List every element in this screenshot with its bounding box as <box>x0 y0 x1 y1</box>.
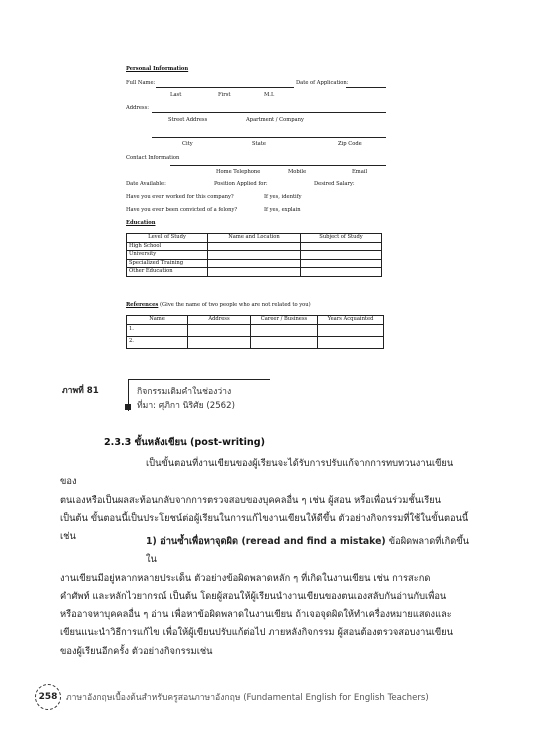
if-yes-identify-label: If yes, identify <box>264 194 302 200</box>
paragraph-line: เช่น <box>60 531 76 543</box>
address-line <box>152 112 386 113</box>
paragraph-line: หรืออาจหาบุคคลอื่น ๆ อ่าน เพื่อหาข้อผิดพลาดในงานเขียน ถ้าเจอจุดผิดให้ทำเครื่องหมายแสดงและ <box>60 609 452 621</box>
table-cell <box>251 336 318 348</box>
full-name-line <box>156 87 294 88</box>
date-of-application-label: Date of Application: <box>296 80 349 86</box>
table-header: Name <box>127 316 188 325</box>
item-heading-line <box>60 533 469 570</box>
section-heading: 2.3.3 ขั้นหลังเขียน (post-writing) <box>104 437 265 448</box>
figure-source: ที่มา: ศุภิกา นิริศัย (2562) <box>137 401 235 411</box>
name-part-mi: M.I. <box>264 92 275 98</box>
table-cell <box>301 242 382 251</box>
job-application-form-image <box>124 62 387 358</box>
table-cell <box>318 324 384 336</box>
if-yes-explain-label: If yes, explain <box>264 207 301 213</box>
table-cell: 1. <box>127 324 188 336</box>
references-title: References <box>126 302 159 308</box>
caption-horizontal-rule <box>128 379 270 380</box>
table-row <box>127 259 382 268</box>
apartment-label: Apartment / Company <box>246 117 304 123</box>
education-table <box>126 233 382 277</box>
table-cell: Specialized Training <box>127 259 208 268</box>
footer-text: ภาษาอังกฤษเบื้องต้นสำหรับครูสอนภาษาอังกฤษ (Fundamental English for English Teachers) <box>66 693 429 703</box>
paragraph-line: เป็นขั้นตอนที่งานเขียนของผู้เรียนจะได้รับการปรับแก้จากการทบทวนงานเขียนของ <box>60 458 454 488</box>
table-row <box>127 251 382 260</box>
table-cell <box>318 336 384 348</box>
paragraph-line: เขียนแนะนำวิธีการแก้ไข เพื่อให้ผู้เขียนปรับแก้ต่อไป ภายหลังกิจกรรม ผู้สอนต้องตรวจสอบงานเขียน <box>60 627 453 639</box>
email-label: Email <box>352 169 368 175</box>
table-cell: Other Education <box>127 268 208 277</box>
name-part-last: Last <box>170 92 182 98</box>
convicted-label: Have you ever been convicted of a felony? <box>126 207 238 213</box>
paragraph-line: ข้อผิดพลาดที่เกิดขึ้นใน <box>146 536 469 566</box>
table-row <box>127 336 384 348</box>
page-number: 258 <box>35 684 61 710</box>
contact-information-label: Contact Information <box>126 155 180 161</box>
caption-marker <box>125 404 131 410</box>
date-available-label: Date Available: <box>126 181 166 187</box>
table-header: Name and Location <box>208 234 301 243</box>
table-row <box>127 324 384 336</box>
home-phone-label: Home Telephone <box>216 169 261 175</box>
table-cell <box>208 259 301 268</box>
paragraph-line: งานเขียนมีอยู่หลากหลายประเด็น ตัวอย่างข้อผิดพลาดหลัก ๆ ที่เกิดในงานเขียน เช่น การสะกด <box>60 572 431 584</box>
references-header-row <box>127 316 384 325</box>
education-header-row <box>127 234 382 243</box>
figure-title: กิจกรรมเติมคำในช่องว่าง <box>137 387 232 397</box>
paragraph-2 <box>60 533 469 661</box>
paragraph-line: ของผู้เรียนอีกครั้ง ตัวอย่างกิจกรรมเช่น <box>60 645 213 657</box>
address-label: Address: <box>126 105 150 111</box>
city-line <box>152 137 386 138</box>
mobile-label: Mobile <box>288 169 307 175</box>
table-header: Career / Business <box>251 316 318 325</box>
education-title: Education <box>126 220 156 226</box>
references-note: (Give the name of two people who are not related to you) <box>160 302 311 308</box>
table-cell <box>208 268 301 277</box>
table-row <box>127 242 382 251</box>
table-cell: 2. <box>127 336 188 348</box>
references-heading <box>126 303 311 308</box>
figure-label: ภาพที่ 81 <box>62 386 99 396</box>
zip-label: Zip Code <box>338 141 362 147</box>
table-cell: University <box>127 251 208 260</box>
full-name-label: Full Name: <box>126 80 156 86</box>
table-cell <box>188 324 251 336</box>
table-header: Level of Study <box>127 234 208 243</box>
personal-information-title: Personal Information <box>126 66 189 72</box>
desired-salary-label: Desired Salary: <box>314 181 355 187</box>
contact-line <box>170 165 386 166</box>
table-row <box>127 268 382 277</box>
position-applied-label: Position Applied for: <box>214 181 268 187</box>
state-label: State <box>252 141 266 147</box>
date-of-application-line <box>346 87 386 88</box>
table-cell <box>208 242 301 251</box>
table-cell <box>301 268 382 277</box>
table-cell <box>208 251 301 260</box>
table-cell <box>301 251 382 260</box>
worked-before-label: Have you ever worked for this company? <box>126 194 234 200</box>
table-header: Address <box>188 316 251 325</box>
table-header: Subject of Study <box>301 234 382 243</box>
paragraph-line: ตนเองหรือเป็นผลสะท้อนกลับจากการตรวจสอบของบุคคลอื่น ๆ เช่น ผู้สอน หรือเพื่อนร่วมชั้นเรียน <box>60 494 442 506</box>
table-cell <box>251 324 318 336</box>
references-table <box>126 315 384 349</box>
table-cell: High School <box>127 242 208 251</box>
city-label: City <box>182 141 193 147</box>
paragraph-line: เป็นต้น ขั้นตอนนี้เป็นประโยชน์ต่อผู้เรียนในการแก้ไขงานเขียนให้ดีขึ้น ตัวอย่างกิจกรรมที่ใช้ในขั้นตอนนี้ <box>60 512 469 524</box>
table-cell <box>301 259 382 268</box>
table-cell <box>188 336 251 348</box>
item-1-heading: 1) อ่านซ้ำเพื่อหาจุดผิด (reread and find a mistake) <box>146 536 386 547</box>
table-header: Years Acquainted <box>318 316 384 325</box>
street-address-label: Street Address <box>168 117 208 123</box>
paragraph-line: คำศัพท์ และหลักไวยากรณ์ เป็นต้น โดยผู้สอนให้ผู้เรียนนำงานเขียนของตนเองสลับกันอ่านกับเพื่อน <box>60 590 447 602</box>
name-part-first: First <box>218 92 231 98</box>
